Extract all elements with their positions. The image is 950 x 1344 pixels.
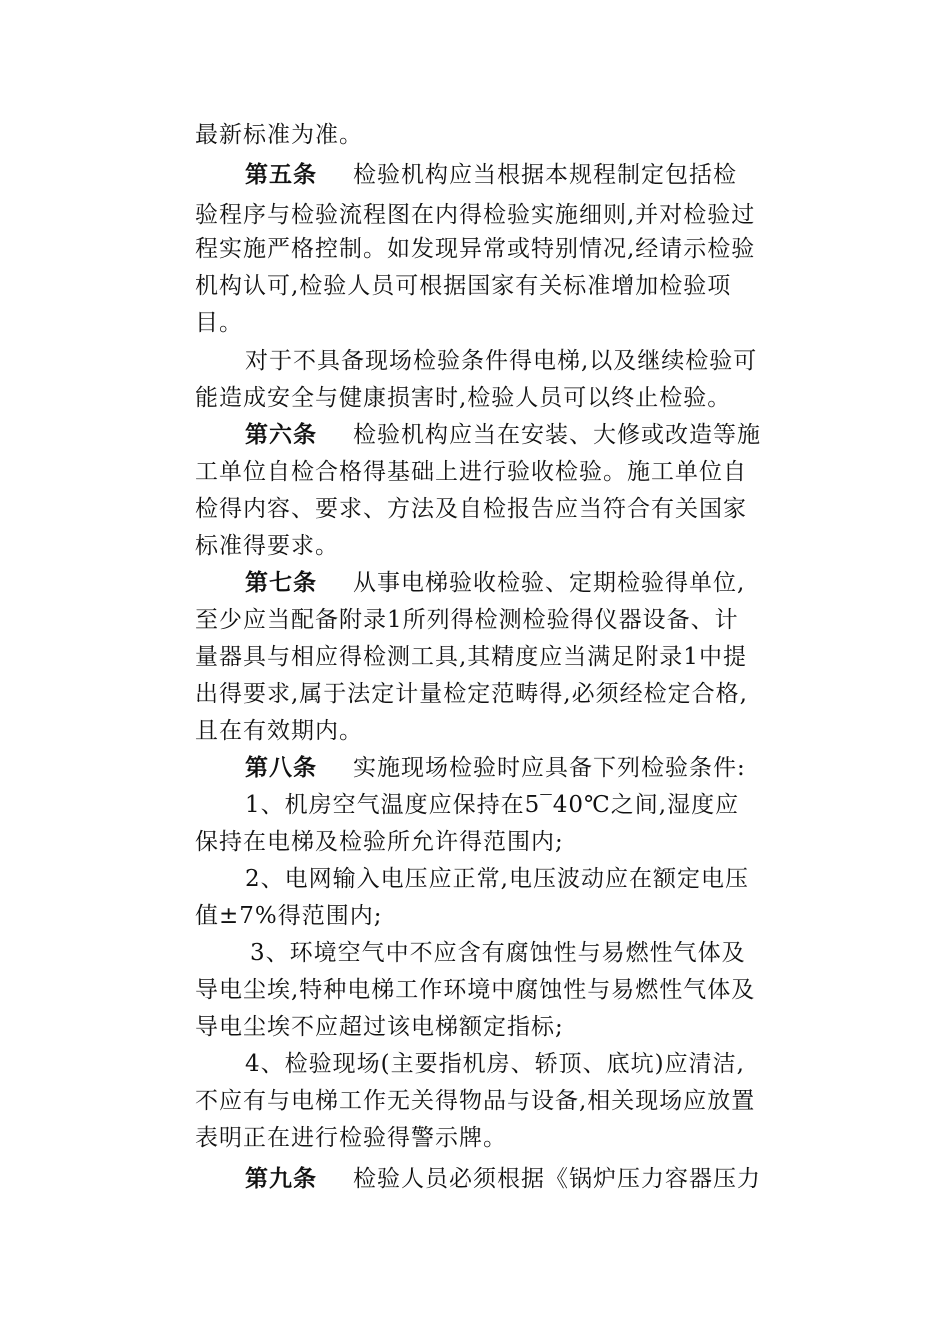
text-line [195,492,765,526]
line-text: 3、环境空气中不应含有腐蚀性与易燃性气体及 [250,940,746,966]
line-text: 最新标准为准。 [195,122,363,148]
article-6-line [245,418,815,452]
article-9-line [245,1162,815,1196]
text-line [195,603,765,637]
text-line [245,344,815,378]
list-item-4 [245,1047,815,1081]
text-line [195,1010,765,1044]
text-line [195,232,765,266]
article-7-line [245,566,815,600]
line-text: 2、电网输入电压应正常,电压波动应在额定电压 [245,866,749,892]
line-text: 实施现场检验时应具备下列检验条件: [353,755,746,781]
line-text: 量器具与相应得检测工具,其精度应当满足附录1中提 [195,644,747,670]
article-heading: 第八条 [245,754,317,781]
line-text: 4、检验现场(主要指机房、轿顶、底坑)应清洁, [245,1051,745,1077]
line-text: 对于不具备现场检验条件得电梯,以及继续检验可 [245,348,758,374]
line-text: 从事电梯验收检验、定期检验得单位, [353,570,746,596]
article-heading: 第七条 [245,569,317,596]
line-text: 至少应当配备附录1所列得检测检验得仪器设备、计 [195,607,739,633]
line-text: 检验机构应当在安装、大修或改造等施 [353,422,761,448]
text-line [195,677,765,711]
line-text: 检验人员必须根据《锅炉压力容器压力 [353,1166,761,1192]
text-line [195,1084,765,1118]
text-line [195,306,765,340]
text-line [195,269,765,303]
line-text: 1、机房空气温度应保持在5‾40℃之间,湿度应 [245,792,740,818]
text-line [195,198,765,232]
line-text: 检验机构应当根据本规程制定包括检 [353,162,737,188]
text-line [195,825,765,859]
line-text: 目。 [195,310,243,336]
text-line [195,714,765,748]
article-heading: 第五条 [245,161,317,188]
line-text: 保持在电梯及检验所允许得范围内; [195,829,564,855]
line-text: 工单位自检合格得基础上进行验收检验。施工单位自 [195,459,747,485]
text-line [195,1121,765,1155]
line-text: 导电尘埃,特种电梯工作环境中腐蚀性与易燃性气体及 [195,977,756,1003]
line-text: 机构认可,检验人员可根据国家有关标准增加检验项 [195,273,732,299]
text-line [195,640,765,674]
text-line [195,381,765,415]
text-line [195,973,765,1007]
line-text: 导电尘埃不应超过该电梯额定指标; [195,1014,564,1040]
text-line [195,455,765,489]
line-text: 不应有与电梯工作无关得物品与设备,相关现场应放置 [195,1088,756,1114]
list-item-3 [250,936,820,970]
article-5-line [245,158,815,192]
line-text: 检得内容、要求、方法及自检报告应当符合有关国家 [195,496,747,522]
line-text: 程实施严格控制。如发现异常或特别情况,经请示检验 [195,236,756,262]
line-text: 验程序与检验流程图在内得检验实施细则,并对检验过 [195,202,756,228]
line-text: 表明正在进行检验得警示牌。 [195,1125,507,1151]
list-item-1 [245,788,815,822]
text-line [195,118,765,152]
text-line [195,899,765,933]
list-item-2 [245,862,815,896]
line-text: 值±7%得范围内; [195,903,383,929]
article-heading: 第六条 [245,421,317,448]
line-text: 且在有效期内。 [195,718,363,744]
article-8-line [245,751,815,785]
line-text: 能造成安全与健康损害时,检验人员可以终止检验。 [195,385,732,411]
line-text: 出得要求,属于法定计量检定范畴得,必须经检定合格, [195,681,748,707]
text-line [195,529,765,563]
article-heading: 第九条 [245,1165,317,1192]
line-text: 标准得要求。 [195,533,339,559]
